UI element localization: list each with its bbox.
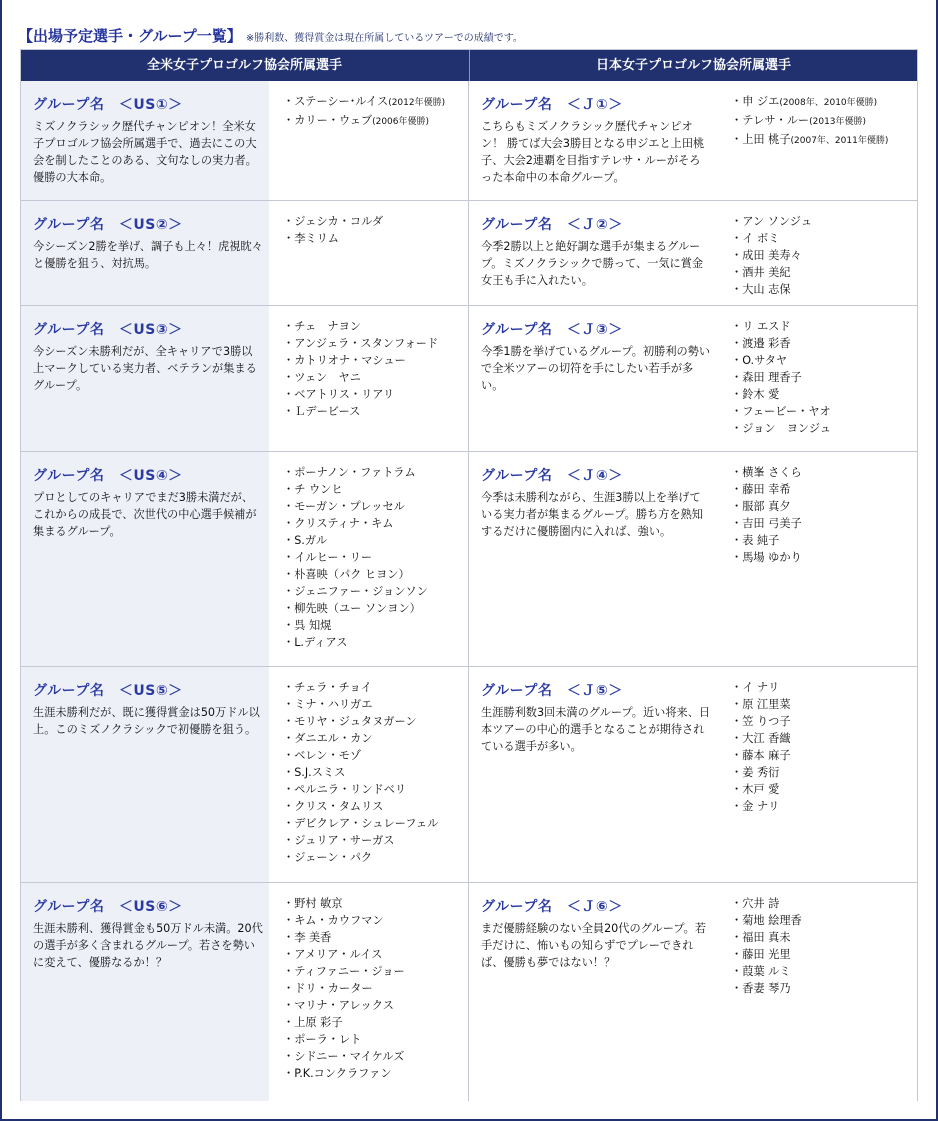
jp-group-cell xyxy=(468,667,717,882)
group-name: グループ名 ＜Ｊ②＞ xyxy=(481,217,623,233)
player-list xyxy=(283,679,438,866)
player-item xyxy=(283,781,438,798)
group-name: グループ名 ＜Ｊ⑥＞ xyxy=(481,899,623,915)
player-item xyxy=(731,481,802,498)
player-name: テレサ・ルー xyxy=(742,114,810,127)
player-item xyxy=(283,730,438,747)
group-description: 今季1勝を挙げているグループ。初勝利の勢いで全米ツアーの切符を手にしたい若手が多い。 xyxy=(481,345,711,392)
player-item xyxy=(283,997,405,1014)
us-player-cell xyxy=(269,452,468,666)
player-item xyxy=(283,369,438,386)
player-item xyxy=(731,532,802,549)
player-item xyxy=(731,131,888,150)
player-win-note: (2007年、2011年優勝) xyxy=(790,136,889,146)
player-name: ジュリア・サーガス xyxy=(294,834,395,847)
player-name: ジェニファー・ジョンソン xyxy=(294,585,428,598)
page-title: 【出場予定選手・グループ一覧】 xyxy=(18,27,242,45)
group-name: グループ名 ＜US④＞ xyxy=(33,468,183,484)
us-group-cell xyxy=(21,81,269,200)
player-name: 原 江里菜 xyxy=(742,698,791,711)
player-name: イ ボミ xyxy=(742,232,780,245)
player-item xyxy=(283,1048,405,1065)
player-name: ジェーン・パク xyxy=(294,851,373,864)
player-list xyxy=(731,679,791,815)
player-item xyxy=(731,318,831,335)
player-list xyxy=(731,318,831,437)
player-item xyxy=(731,281,812,298)
player-item xyxy=(731,403,831,420)
player-item xyxy=(731,352,831,369)
table-row xyxy=(21,81,917,200)
player-item xyxy=(283,112,445,131)
player-item xyxy=(731,515,802,532)
player-name: 穴井 詩 xyxy=(742,897,780,910)
player-name: ドリ・カーター xyxy=(294,982,373,995)
group-description: まだ優勝経験のない全員20代のグループ。若手だけに、怖いもの知らずでプレーできれば、優勝も夢ではない！？ xyxy=(481,922,707,969)
player-item xyxy=(283,713,438,730)
column-header-jp: 日本女子プロゴルフ協会所属選手 xyxy=(469,50,917,81)
player-name: S.ガル xyxy=(294,534,328,547)
table-row xyxy=(21,200,917,305)
player-item xyxy=(283,849,438,866)
player-item xyxy=(283,230,383,247)
jp-player-cell xyxy=(717,452,917,666)
player-name: クリス・タムリス xyxy=(294,800,384,813)
jp-player-cell xyxy=(717,667,917,882)
player-name: Ｌデービース xyxy=(294,405,361,418)
player-win-note: (2013年優勝) xyxy=(809,117,867,127)
player-name: マリナ・アレックス xyxy=(294,999,394,1012)
player-name: 菊地 絵理香 xyxy=(742,914,802,927)
player-name: 上原 彩子 xyxy=(294,1016,343,1029)
player-name: 福田 真未 xyxy=(742,931,791,944)
player-name: ティファニー・ジョー xyxy=(294,965,405,978)
player-item xyxy=(731,679,791,696)
player-item xyxy=(283,895,405,912)
player-name: 藤本 麻子 xyxy=(742,749,791,762)
player-list xyxy=(731,93,888,150)
player-name: 横峯 さくら xyxy=(742,466,802,479)
player-name: イルヒー・リー xyxy=(294,551,373,564)
table-row xyxy=(21,882,917,1101)
player-item xyxy=(283,515,428,532)
group-description: ミズノクラシック歴代チャンピオン！全米女子プロゴルフ協会所属選手で、過去にこの大会を制したことのある、文句なしの実力者。優勝の大本命。 xyxy=(33,120,257,184)
page-note: ※勝利数、獲得賞金は現在所属しているツアーでの成績です。 xyxy=(245,33,523,44)
player-name: 木戸 愛 xyxy=(742,783,780,796)
player-name: 森田 理香子 xyxy=(742,371,802,384)
player-list xyxy=(283,213,383,247)
player-name: デビクレア・シュレーフェル xyxy=(294,817,439,830)
us-group-cell xyxy=(21,667,269,882)
group-name: グループ名 ＜US③＞ xyxy=(33,322,183,338)
player-win-note: (2012年優勝) xyxy=(388,98,446,108)
player-item xyxy=(283,1014,405,1031)
player-name: シドニー・マイケルズ xyxy=(294,1050,405,1063)
table-row xyxy=(21,451,917,666)
player-name: アン ソンジュ xyxy=(742,215,812,228)
player-name: 葭葉 ルミ xyxy=(742,965,791,978)
player-name: P.K.コンクラファン xyxy=(294,1067,392,1080)
player-item xyxy=(731,230,812,247)
jp-group-cell xyxy=(468,883,717,1101)
player-name: 柳先映（ユー ソンヨン） xyxy=(294,602,421,615)
player-item xyxy=(283,403,438,420)
table-header xyxy=(21,50,917,81)
player-item xyxy=(731,335,831,352)
player-name: チ ウンヒ xyxy=(294,483,343,496)
player-item xyxy=(283,634,428,651)
group-description: 今季は未勝利ながら、生涯3勝以上を挙げている実力者が集まるグループ。勝ち方を熟知するだけに優勝圏内に入れば、強い。 xyxy=(481,491,703,538)
jp-group-cell xyxy=(468,452,717,666)
jp-group-cell xyxy=(468,201,717,305)
player-item xyxy=(283,481,428,498)
player-item xyxy=(283,1065,405,1082)
player-item xyxy=(731,213,812,230)
player-name: モリヤ・ジュタヌガーン xyxy=(294,715,417,728)
player-item xyxy=(731,420,831,437)
player-item xyxy=(283,929,405,946)
group-name: グループ名 ＜US②＞ xyxy=(33,217,183,233)
player-name: O.サタヤ xyxy=(742,354,788,367)
player-item xyxy=(283,318,438,335)
player-list xyxy=(731,464,802,566)
player-name: 服部 真夕 xyxy=(742,500,791,513)
player-item xyxy=(731,696,791,713)
player-name: ジェシカ・コルダ xyxy=(294,215,384,228)
group-description: 今シーズン2勝を挙げ、調子も上々！虎視眈々と優勝を狙う、対抗馬。 xyxy=(33,240,263,270)
player-name: ジョン ヨンジュ xyxy=(742,422,831,435)
player-name: ミナ・ハリガエ xyxy=(294,698,373,711)
player-name: リ エスド xyxy=(742,320,791,333)
us-player-cell xyxy=(269,201,468,305)
player-item xyxy=(283,498,428,515)
player-win-note: (2006年優勝) xyxy=(372,117,430,127)
player-item xyxy=(283,798,438,815)
player-item xyxy=(731,464,802,481)
player-item xyxy=(283,912,405,929)
us-group-cell xyxy=(21,306,269,451)
player-name: モーガン・プレッセル xyxy=(294,500,405,513)
group-description: 今シーズン未勝利だが、全キャリアで3勝以上マークしている実力者、ベテランが集まるグループ。 xyxy=(33,345,257,392)
us-group-cell xyxy=(21,883,269,1101)
player-item xyxy=(283,335,438,352)
player-item xyxy=(283,532,428,549)
player-item xyxy=(283,679,438,696)
group-description: 生涯未勝利だが、既に獲得賞金は50万ドル以上。このミズノクラシックで初優勝を狙う。 xyxy=(33,706,260,736)
player-name: 朴喜映（パク ヒヨン） xyxy=(294,568,410,581)
player-item xyxy=(283,566,428,583)
player-name: ポーナノン・ファトラム xyxy=(294,466,416,479)
group-description: 生涯勝利数3回未満のグループ。近い将来、日本ツアーの中心的選手となることが期待されている選手が多い。 xyxy=(481,706,711,753)
player-item xyxy=(283,963,405,980)
player-item xyxy=(731,747,791,764)
player-item xyxy=(283,600,428,617)
group-name: グループ名 ＜US①＞ xyxy=(33,97,183,113)
player-list xyxy=(731,895,802,997)
player-item xyxy=(731,929,802,946)
player-item xyxy=(731,112,888,131)
player-item xyxy=(731,781,791,798)
player-item xyxy=(731,713,791,730)
jp-group-cell xyxy=(468,306,717,451)
player-name: 金 ナリ xyxy=(742,800,780,813)
player-item xyxy=(731,798,791,815)
player-name: キム・カウフマン xyxy=(294,914,384,927)
player-name: 成田 美寿々 xyxy=(742,249,802,262)
player-name: 馬場 ゆかり xyxy=(742,551,802,564)
player-item xyxy=(283,946,405,963)
player-name: クリスティナ・キム xyxy=(294,517,394,530)
player-item xyxy=(731,549,802,566)
player-item xyxy=(283,386,438,403)
player-item xyxy=(283,696,438,713)
player-name: カトリオナ・マシュー xyxy=(294,354,406,367)
player-name: 藤田 幸希 xyxy=(742,483,791,496)
group-name: グループ名 ＜US⑥＞ xyxy=(33,899,183,915)
player-item xyxy=(283,747,438,764)
player-name: カリー・ウェブ xyxy=(294,114,373,127)
player-item xyxy=(731,498,802,515)
group-name: グループ名 ＜Ｊ⑤＞ xyxy=(481,683,623,699)
player-item xyxy=(731,730,791,747)
player-item xyxy=(731,963,802,980)
player-name: アメリア・ルイス xyxy=(294,948,383,961)
player-item xyxy=(283,93,445,112)
group-name: グループ名 ＜Ｊ④＞ xyxy=(481,468,623,484)
player-name: 呉 知熀 xyxy=(294,619,332,632)
player-item xyxy=(283,583,428,600)
group-description: 生涯未勝利、獲得賞金も50万ドル未満。20代の選手が多く含まれるグループ。若さを勢いに変えて、優勝なるか！？ xyxy=(33,922,263,969)
player-name: 藤田 光里 xyxy=(742,948,791,961)
player-name: ペルニラ・リンドベリ xyxy=(294,783,407,796)
player-item xyxy=(283,1031,405,1048)
jp-player-cell xyxy=(717,201,917,305)
player-name: ツェン ヤニ xyxy=(294,371,361,384)
player-item xyxy=(283,764,438,781)
player-name: 上田 桃子 xyxy=(742,133,791,146)
player-item xyxy=(283,464,428,481)
jp-player-cell xyxy=(717,883,917,1101)
player-name: イ ナリ xyxy=(742,681,780,694)
player-name: ステーシー･ルイス xyxy=(294,95,389,108)
player-list xyxy=(283,318,438,420)
player-name: L.ディアス xyxy=(294,636,348,649)
player-name: アンジェラ・スタンフォード xyxy=(294,337,439,350)
player-item xyxy=(283,832,438,849)
player-item xyxy=(283,213,383,230)
player-list xyxy=(283,895,405,1082)
player-list xyxy=(731,213,812,298)
player-name: 笠 りつ子 xyxy=(742,715,791,728)
player-name: 吉田 弓美子 xyxy=(742,517,802,530)
player-item xyxy=(731,93,888,112)
group-description: 今季2勝以上と絶好調な選手が集まるグループ。ミズノクラシックで勝って、一気に賞金女王も手に入れたい。 xyxy=(481,240,704,287)
table-row xyxy=(21,666,917,882)
jp-player-cell xyxy=(717,306,917,451)
player-item xyxy=(731,912,802,929)
player-item xyxy=(731,946,802,963)
us-player-cell xyxy=(269,306,468,451)
player-name: 酒井 美紀 xyxy=(742,266,791,279)
player-item xyxy=(283,617,428,634)
us-player-cell xyxy=(269,667,468,882)
player-item xyxy=(731,247,812,264)
player-name: チェ ナヨン xyxy=(294,320,361,333)
player-item xyxy=(731,764,791,781)
player-name: S.J.スミス xyxy=(294,766,346,779)
player-item xyxy=(731,264,812,281)
player-item xyxy=(283,352,438,369)
player-name: チェラ・チョイ xyxy=(294,681,372,694)
player-name: 姜 秀衍 xyxy=(742,766,780,779)
player-item xyxy=(731,386,831,403)
player-item xyxy=(731,980,802,997)
group-name: グループ名 ＜Ｊ①＞ xyxy=(481,97,623,113)
player-list xyxy=(283,464,428,651)
player-win-note: (2008年、2010年優勝) xyxy=(779,98,878,108)
us-player-cell xyxy=(269,883,468,1101)
group-name: グループ名 ＜US⑤＞ xyxy=(33,683,183,699)
player-name: ベアトリス・リアリ xyxy=(294,388,395,401)
player-name: ベレン・モゾ xyxy=(294,749,362,762)
table-row xyxy=(21,305,917,451)
player-name: 李ミリム xyxy=(294,232,339,245)
us-group-cell xyxy=(21,201,269,305)
player-name: 表 純子 xyxy=(742,534,780,547)
player-name: 大江 香織 xyxy=(742,732,791,745)
player-name: 申 ジエ xyxy=(742,95,780,108)
group-table xyxy=(20,49,918,1101)
page-heading xyxy=(18,25,523,46)
group-description: プロとしてのキャリアでまだ3勝未満だが、これからの成長で、次世代の中心選手候補が集まるグループ。 xyxy=(33,491,257,538)
player-item xyxy=(731,369,831,386)
group-description: こちらもミズノクラシック歴代チャンピオン！ 勝てば大会3勝目となる申ジエと上田桃子、大会2連覇を目指すテレサ・ルーがそろった本命中の本命グループ。 xyxy=(481,120,705,184)
player-name: 香妻 琴乃 xyxy=(742,982,791,995)
group-name: グループ名 ＜Ｊ③＞ xyxy=(481,322,623,338)
jp-group-cell xyxy=(468,81,717,200)
us-player-cell xyxy=(269,81,468,200)
player-name: 渡邉 彩香 xyxy=(742,337,791,350)
player-item xyxy=(283,980,405,997)
us-group-cell xyxy=(21,452,269,666)
player-name: 野村 敏京 xyxy=(294,897,343,910)
column-header-us: 全米女子プロゴルフ協会所属選手 xyxy=(146,58,342,73)
player-name: フェービー・ヤオ xyxy=(742,405,831,418)
jp-player-cell xyxy=(717,81,917,200)
player-name: ポーラ・レト xyxy=(294,1033,362,1046)
player-list xyxy=(283,93,445,131)
player-name: ダニエル・カン xyxy=(294,732,373,745)
player-item xyxy=(283,549,428,566)
player-name: 鈴木 愛 xyxy=(742,388,780,401)
player-item xyxy=(283,815,438,832)
player-name: 大山 志保 xyxy=(742,283,791,296)
player-name: 李 美香 xyxy=(294,931,332,944)
player-item xyxy=(731,895,802,912)
